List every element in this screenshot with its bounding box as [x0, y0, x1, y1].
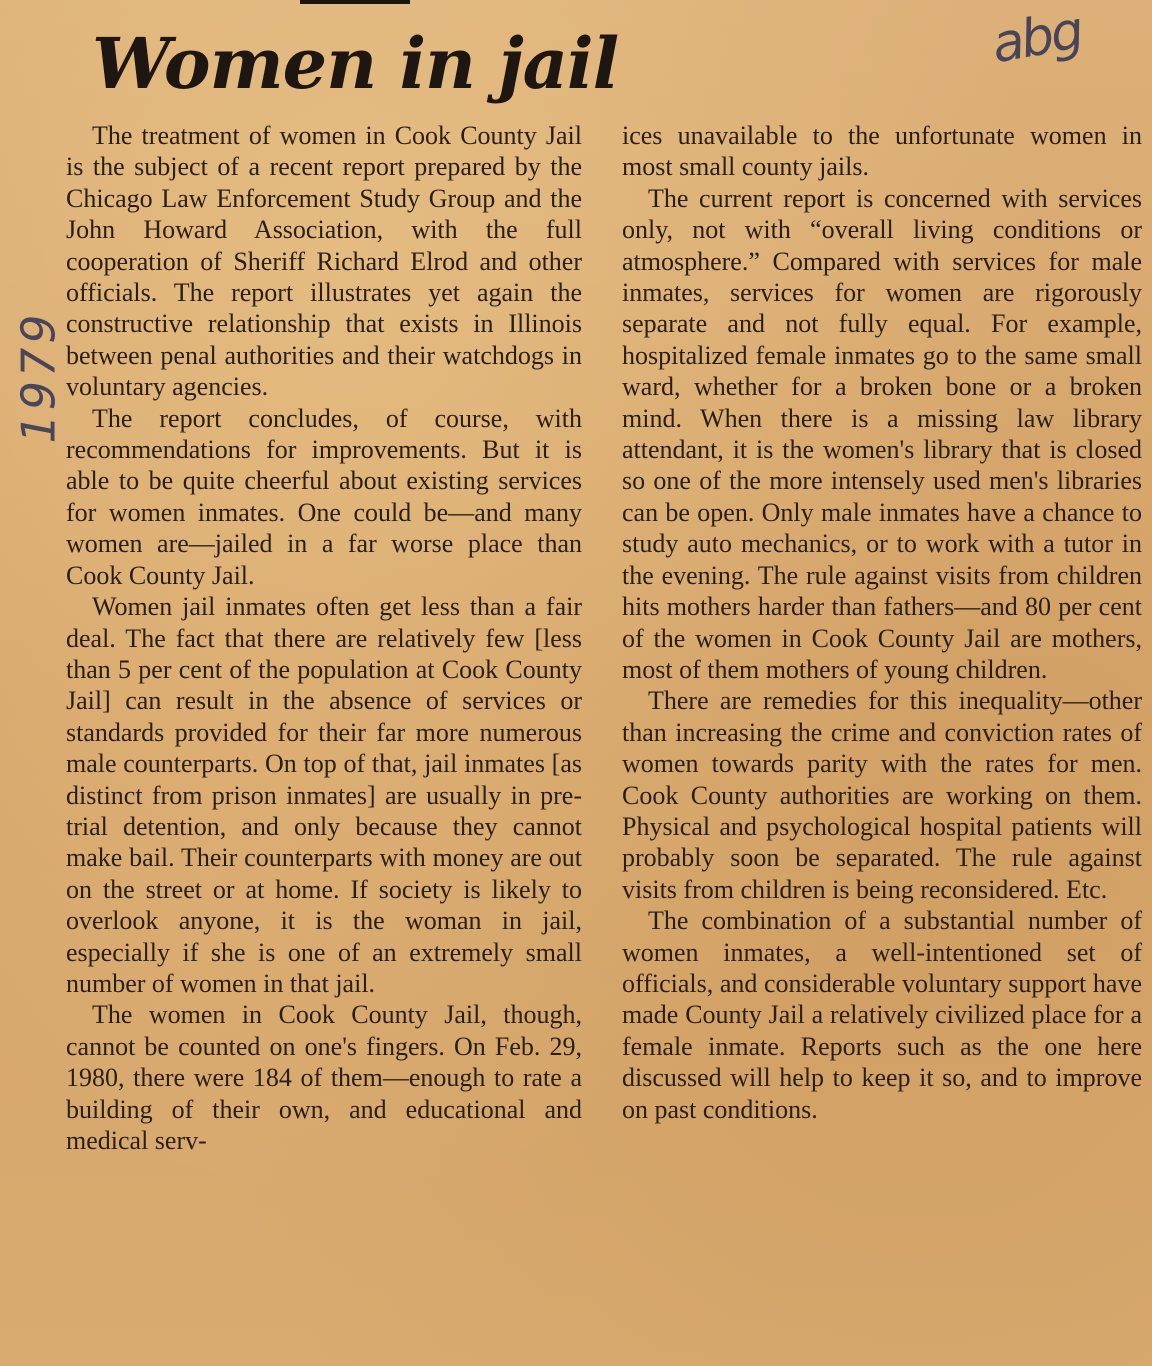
handwritten-year: 1979 [11, 310, 66, 444]
paragraph: The current report is concerned with services only, not with “overall living conditions or atmosphere.” Compared with services for male inmates, services for women are rigorously separate and not fully equal. For example, hospitalized female inmates go to the same small ward, whether for a broken bone or a broken mind. When there is a missing law library attendant, it is the women's library that is closed so one of the more intensely used men's libraries can be open. Only male inmates have a chance to study auto mechanics, or to work with a tutor in the evening. The rule against visits from children hits mothers harder than fathers—and 80 per cent of the women in Cook County Jail are mothers, most of them mothers of young children. [622, 183, 1142, 684]
paragraph: Women jail inmates often get less than a fair deal. The fact that there are relatively few [less than 5 per cent of the population at Cook County Jail] can result in the absence of services or standards provided for their far more numerous male counterparts. On top of that, jail inmates [as distinct from prison inmates] are usually in pre-trial detention, and only because they cannot make bail. Their counterparts with money are out on the street or at home. If society is likely to overlook anyone, it is the woman in jail, especially if she is one of an extremely small number of women in that jail. [66, 592, 582, 998]
paragraph: The report concludes, of course, with recommendations for improvements. But it is able to be quite cheerful about existing services for women inmates. One could be—and many women are—jailed in a far worse place than Cook County Jail. [66, 403, 582, 590]
right-column [622, 120, 1142, 1125]
paragraph: The women in Cook County Jail, though, cannot be counted on one's fingers. On Feb. 29, 1980, there were 184 of them—enough to rate a building of their own, and educational and medical serv- [66, 1000, 582, 1155]
clipping-edge [300, 0, 410, 4]
paragraph-continuation: ices unavailable to the unfortunate women in most small county jails. [622, 121, 1142, 182]
left-column [66, 120, 582, 1156]
paragraph: The treatment of women in Cook County Jail is the subject of a recent report prepared by the Chicago Law Enforcement Study Group and the John Howard Association, with the full cooperation of Sheriff Richard Elrod and other officials. The report illustrates yet again the constructive relationship that exists in Illinois between penal authorities and their watchdogs in voluntary agencies. [66, 121, 582, 402]
headline: Women in jail [92, 22, 619, 105]
handwritten-initials: abg [987, 0, 1086, 76]
paragraph: There are remedies for this inequality—other than increasing the crime and conviction rates of women towards parity with the rates for men. Cook County authorities are working on them. Physical and psychological hospital patients will probably soon be separated. The rule against visits from children is being reconsidered. Etc. [622, 686, 1142, 904]
paragraph: The combination of a substantial number of women inmates, a well-intentioned set of officials, and considerable voluntary support have made County Jail a relatively civilized place for a female inmate. Reports such as the one here discussed will help to keep it so, and to improve on past conditions. [622, 906, 1142, 1124]
